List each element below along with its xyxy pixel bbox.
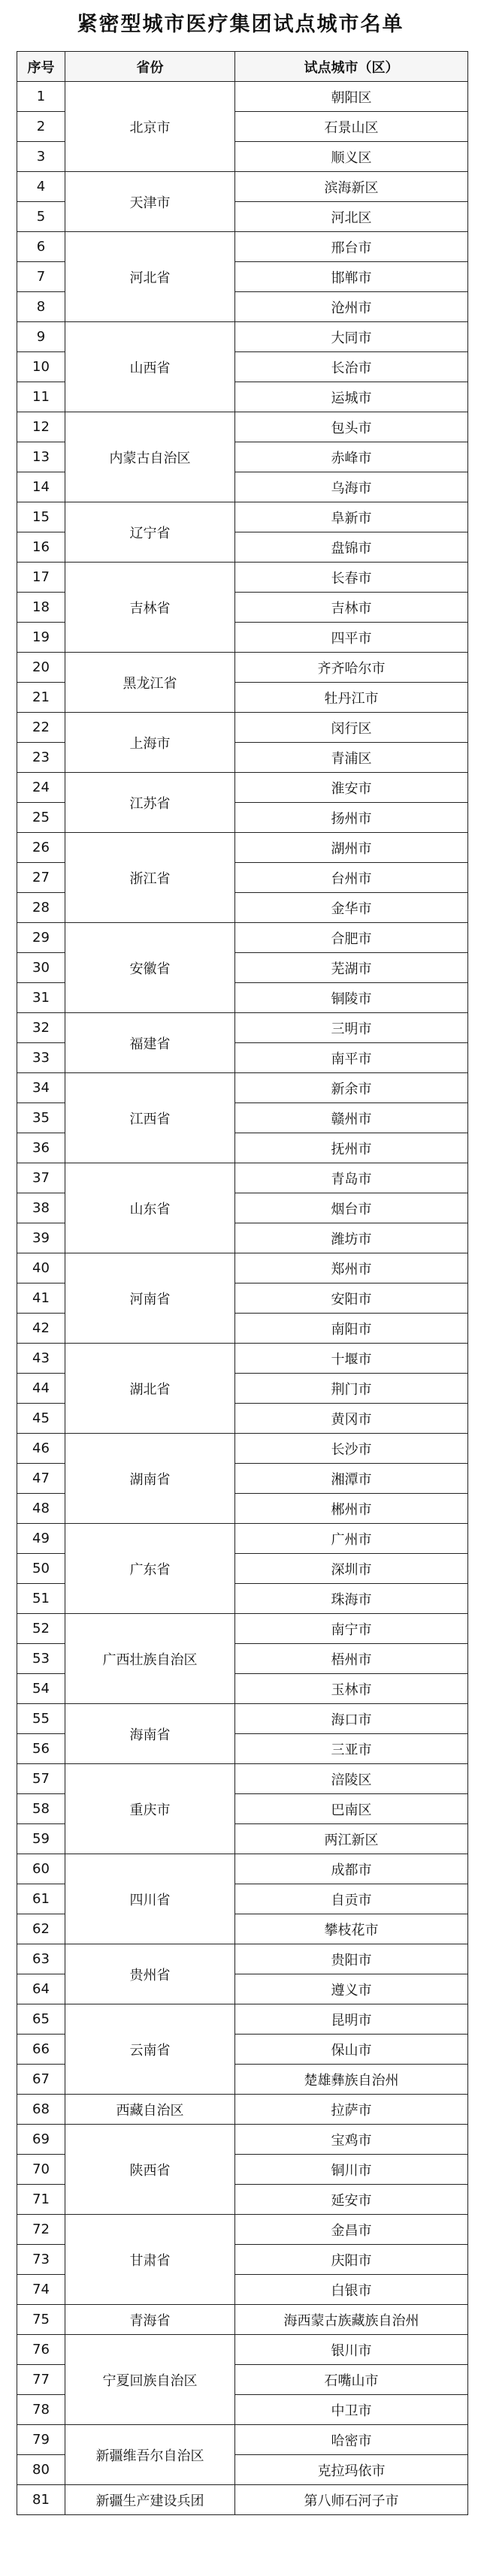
row-serial-number: 27 bbox=[17, 863, 65, 893]
pilot-city-cell: 长春市 bbox=[235, 563, 468, 593]
province-cell: 上海市 bbox=[65, 713, 235, 773]
pilot-city-cell: 牡丹江市 bbox=[235, 683, 468, 713]
pilot-city-cell: 顺义区 bbox=[235, 142, 468, 172]
pilot-city-cell: 长沙市 bbox=[235, 1434, 468, 1464]
row-serial-number: 32 bbox=[17, 1013, 65, 1043]
row-serial-number: 42 bbox=[17, 1314, 65, 1344]
province-cell: 山东省 bbox=[65, 1163, 235, 1253]
row-serial-number: 67 bbox=[17, 2065, 65, 2095]
header-serial-number: 序号 bbox=[17, 52, 65, 82]
row-serial-number: 40 bbox=[17, 1253, 65, 1283]
row-serial-number: 37 bbox=[17, 1163, 65, 1193]
row-serial-number: 71 bbox=[17, 2185, 65, 2215]
pilot-city-cell: 石嘴山市 bbox=[235, 2365, 468, 2395]
row-serial-number: 65 bbox=[17, 2004, 65, 2035]
province-cell: 辽宁省 bbox=[65, 502, 235, 563]
pilot-city-cell: 盘锦市 bbox=[235, 532, 468, 563]
pilot-city-cell: 梧州市 bbox=[235, 1644, 468, 1674]
row-serial-number: 52 bbox=[17, 1614, 65, 1644]
pilot-city-cell: 赣州市 bbox=[235, 1103, 468, 1133]
table-row bbox=[17, 232, 468, 262]
table-row bbox=[17, 322, 468, 352]
row-serial-number: 38 bbox=[17, 1193, 65, 1223]
table-row bbox=[17, 833, 468, 863]
table-row bbox=[17, 713, 468, 743]
row-serial-number: 55 bbox=[17, 1704, 65, 1734]
row-serial-number: 69 bbox=[17, 2125, 65, 2155]
pilot-city-cell: 白银市 bbox=[235, 2275, 468, 2305]
pilot-city-cell: 珠海市 bbox=[235, 1584, 468, 1614]
table-row bbox=[17, 653, 468, 683]
row-serial-number: 43 bbox=[17, 1344, 65, 1374]
province-cell: 广东省 bbox=[65, 1524, 235, 1614]
table-row bbox=[17, 2125, 468, 2155]
pilot-city-cell: 黄冈市 bbox=[235, 1404, 468, 1434]
row-serial-number: 44 bbox=[17, 1374, 65, 1404]
pilot-city-cell: 安阳市 bbox=[235, 1283, 468, 1314]
pilot-city-cell: 保山市 bbox=[235, 2035, 468, 2065]
table-body bbox=[17, 82, 468, 2515]
province-cell: 陕西省 bbox=[65, 2125, 235, 2215]
row-serial-number: 75 bbox=[17, 2305, 65, 2335]
row-serial-number: 18 bbox=[17, 593, 65, 623]
row-serial-number: 76 bbox=[17, 2335, 65, 2365]
pilot-city-cell: 郴州市 bbox=[235, 1494, 468, 1524]
pilot-city-cell: 合肥市 bbox=[235, 923, 468, 953]
table-row bbox=[17, 82, 468, 112]
row-serial-number: 17 bbox=[17, 563, 65, 593]
pilot-city-cell: 南阳市 bbox=[235, 1314, 468, 1344]
row-serial-number: 74 bbox=[17, 2275, 65, 2305]
pilot-city-cell: 邢台市 bbox=[235, 232, 468, 262]
pilot-city-cell: 吉林市 bbox=[235, 593, 468, 623]
province-cell: 湖南省 bbox=[65, 1434, 235, 1524]
row-serial-number: 68 bbox=[17, 2095, 65, 2125]
row-serial-number: 59 bbox=[17, 1824, 65, 1854]
pilot-city-cell: 湘潭市 bbox=[235, 1464, 468, 1494]
pilot-city-cell: 金华市 bbox=[235, 893, 468, 923]
province-cell: 内蒙古自治区 bbox=[65, 412, 235, 502]
pilot-city-cell: 两江新区 bbox=[235, 1824, 468, 1854]
row-serial-number: 51 bbox=[17, 1584, 65, 1614]
pilot-city-cell: 南平市 bbox=[235, 1043, 468, 1073]
row-serial-number: 30 bbox=[17, 953, 65, 983]
row-serial-number: 56 bbox=[17, 1734, 65, 1764]
row-serial-number: 53 bbox=[17, 1644, 65, 1674]
pilot-city-cell: 十堰市 bbox=[235, 1344, 468, 1374]
table-header-row bbox=[17, 52, 468, 82]
pilot-city-cell: 齐齐哈尔市 bbox=[235, 653, 468, 683]
pilot-city-cell: 台州市 bbox=[235, 863, 468, 893]
table-row bbox=[17, 2425, 468, 2455]
row-serial-number: 39 bbox=[17, 1223, 65, 1253]
table-row bbox=[17, 1013, 468, 1043]
table-row bbox=[17, 2335, 468, 2365]
pilot-city-cell: 四平市 bbox=[235, 623, 468, 653]
row-serial-number: 50 bbox=[17, 1554, 65, 1584]
pilot-city-cell: 邯郸市 bbox=[235, 262, 468, 292]
province-cell: 山西省 bbox=[65, 322, 235, 412]
table-row bbox=[17, 1614, 468, 1644]
province-cell: 河北省 bbox=[65, 232, 235, 322]
pilot-city-cell: 海西蒙古族藏族自治州 bbox=[235, 2305, 468, 2335]
row-serial-number: 3 bbox=[17, 142, 65, 172]
row-serial-number: 49 bbox=[17, 1524, 65, 1554]
province-cell: 青海省 bbox=[65, 2305, 235, 2335]
pilot-city-cell: 包头市 bbox=[235, 412, 468, 442]
pilot-city-cell: 遵义市 bbox=[235, 1974, 468, 2004]
province-cell: 海南省 bbox=[65, 1704, 235, 1764]
row-serial-number: 60 bbox=[17, 1854, 65, 1884]
row-serial-number: 26 bbox=[17, 833, 65, 863]
province-cell: 福建省 bbox=[65, 1013, 235, 1073]
table-row bbox=[17, 1944, 468, 1974]
table-row bbox=[17, 1253, 468, 1283]
pilot-city-cell: 青岛市 bbox=[235, 1163, 468, 1193]
pilot-city-cell: 淮安市 bbox=[235, 773, 468, 803]
province-cell: 新疆生产建设兵团 bbox=[65, 2485, 235, 2515]
table-row bbox=[17, 2305, 468, 2335]
pilot-city-cell: 荆门市 bbox=[235, 1374, 468, 1404]
pilot-city-cell: 昆明市 bbox=[235, 2004, 468, 2035]
page-title: 紧密型城市医疗集团试点城市名单 bbox=[77, 13, 404, 36]
province-cell: 贵州省 bbox=[65, 1944, 235, 2004]
pilot-city-cell: 南宁市 bbox=[235, 1614, 468, 1644]
table-row bbox=[17, 2485, 468, 2515]
pilot-city-cell: 阜新市 bbox=[235, 502, 468, 532]
pilot-city-cell: 金昌市 bbox=[235, 2215, 468, 2245]
row-serial-number: 78 bbox=[17, 2395, 65, 2425]
row-serial-number: 12 bbox=[17, 412, 65, 442]
pilot-city-cell: 第八师石河子市 bbox=[235, 2485, 468, 2515]
row-serial-number: 63 bbox=[17, 1944, 65, 1974]
row-serial-number: 80 bbox=[17, 2455, 65, 2485]
pilot-city-cell: 新余市 bbox=[235, 1073, 468, 1103]
table-row bbox=[17, 1524, 468, 1554]
pilot-city-cell: 运城市 bbox=[235, 382, 468, 412]
pilot-city-cell: 大同市 bbox=[235, 322, 468, 352]
row-serial-number: 14 bbox=[17, 472, 65, 502]
row-serial-number: 2 bbox=[17, 112, 65, 142]
table-row bbox=[17, 563, 468, 593]
province-cell: 云南省 bbox=[65, 2004, 235, 2095]
table-row bbox=[17, 923, 468, 953]
row-serial-number: 9 bbox=[17, 322, 65, 352]
pilot-city-cell: 烟台市 bbox=[235, 1193, 468, 1223]
row-serial-number: 4 bbox=[17, 172, 65, 202]
province-cell: 北京市 bbox=[65, 82, 235, 172]
row-serial-number: 7 bbox=[17, 262, 65, 292]
table-row bbox=[17, 412, 468, 442]
table-row bbox=[17, 1073, 468, 1103]
pilot-city-cell: 石景山区 bbox=[235, 112, 468, 142]
pilot-city-cell: 哈密市 bbox=[235, 2425, 468, 2455]
row-serial-number: 25 bbox=[17, 803, 65, 833]
province-cell: 广西壮族自治区 bbox=[65, 1614, 235, 1704]
row-serial-number: 70 bbox=[17, 2155, 65, 2185]
pilot-city-cell: 巴南区 bbox=[235, 1794, 468, 1824]
row-serial-number: 73 bbox=[17, 2245, 65, 2275]
row-serial-number: 24 bbox=[17, 773, 65, 803]
province-cell: 黑龙江省 bbox=[65, 653, 235, 713]
row-serial-number: 47 bbox=[17, 1464, 65, 1494]
pilot-city-table bbox=[17, 51, 468, 2515]
row-serial-number: 35 bbox=[17, 1103, 65, 1133]
row-serial-number: 77 bbox=[17, 2365, 65, 2395]
row-serial-number: 57 bbox=[17, 1764, 65, 1794]
row-serial-number: 31 bbox=[17, 983, 65, 1013]
table-row bbox=[17, 172, 468, 202]
row-serial-number: 36 bbox=[17, 1133, 65, 1163]
pilot-city-cell: 攀枝花市 bbox=[235, 1914, 468, 1944]
pilot-city-cell: 赤峰市 bbox=[235, 442, 468, 472]
pilot-city-cell: 青浦区 bbox=[235, 743, 468, 773]
province-cell: 重庆市 bbox=[65, 1764, 235, 1854]
pilot-city-cell: 海口市 bbox=[235, 1704, 468, 1734]
province-cell: 吉林省 bbox=[65, 563, 235, 653]
pilot-city-cell: 铜陵市 bbox=[235, 983, 468, 1013]
row-serial-number: 64 bbox=[17, 1974, 65, 2004]
row-serial-number: 20 bbox=[17, 653, 65, 683]
table-row bbox=[17, 1344, 468, 1374]
pilot-city-cell: 宝鸡市 bbox=[235, 2125, 468, 2155]
row-serial-number: 29 bbox=[17, 923, 65, 953]
row-serial-number: 33 bbox=[17, 1043, 65, 1073]
row-serial-number: 5 bbox=[17, 202, 65, 232]
table-row bbox=[17, 1704, 468, 1734]
row-serial-number: 34 bbox=[17, 1073, 65, 1103]
row-serial-number: 28 bbox=[17, 893, 65, 923]
pilot-city-cell: 沧州市 bbox=[235, 292, 468, 322]
row-serial-number: 10 bbox=[17, 352, 65, 382]
province-cell: 西藏自治区 bbox=[65, 2095, 235, 2125]
pilot-city-cell: 克拉玛依市 bbox=[235, 2455, 468, 2485]
row-serial-number: 58 bbox=[17, 1794, 65, 1824]
row-serial-number: 1 bbox=[17, 82, 65, 112]
row-serial-number: 48 bbox=[17, 1494, 65, 1524]
province-cell: 甘肃省 bbox=[65, 2215, 235, 2305]
table-row bbox=[17, 2095, 468, 2125]
pilot-city-cell: 朝阳区 bbox=[235, 82, 468, 112]
province-cell: 湖北省 bbox=[65, 1344, 235, 1434]
table-row bbox=[17, 773, 468, 803]
header-province: 省份 bbox=[65, 52, 235, 82]
row-serial-number: 11 bbox=[17, 382, 65, 412]
province-cell: 四川省 bbox=[65, 1854, 235, 1944]
pilot-city-cell: 闵行区 bbox=[235, 713, 468, 743]
row-serial-number: 81 bbox=[17, 2485, 65, 2515]
province-cell: 安徽省 bbox=[65, 923, 235, 1013]
pilot-city-cell: 乌海市 bbox=[235, 472, 468, 502]
pilot-city-cell: 铜川市 bbox=[235, 2155, 468, 2185]
pilot-city-cell: 湖州市 bbox=[235, 833, 468, 863]
pilot-city-cell: 滨海新区 bbox=[235, 172, 468, 202]
row-serial-number: 15 bbox=[17, 502, 65, 532]
pilot-city-cell: 银川市 bbox=[235, 2335, 468, 2365]
row-serial-number: 23 bbox=[17, 743, 65, 773]
row-serial-number: 62 bbox=[17, 1914, 65, 1944]
pilot-city-cell: 芜湖市 bbox=[235, 953, 468, 983]
row-serial-number: 54 bbox=[17, 1674, 65, 1704]
row-serial-number: 72 bbox=[17, 2215, 65, 2245]
table-row bbox=[17, 2004, 468, 2035]
row-serial-number: 61 bbox=[17, 1884, 65, 1914]
row-serial-number: 8 bbox=[17, 292, 65, 322]
row-serial-number: 79 bbox=[17, 2425, 65, 2455]
pilot-city-cell: 河北区 bbox=[235, 202, 468, 232]
row-serial-number: 41 bbox=[17, 1283, 65, 1314]
pilot-city-cell: 拉萨市 bbox=[235, 2095, 468, 2125]
province-cell: 天津市 bbox=[65, 172, 235, 232]
pilot-city-cell: 楚雄彝族自治州 bbox=[235, 2065, 468, 2095]
pilot-city-cell: 成都市 bbox=[235, 1854, 468, 1884]
province-cell: 新疆维吾尔自治区 bbox=[65, 2425, 235, 2485]
table-row bbox=[17, 502, 468, 532]
row-serial-number: 45 bbox=[17, 1404, 65, 1434]
province-cell: 江苏省 bbox=[65, 773, 235, 833]
pilot-city-cell: 延安市 bbox=[235, 2185, 468, 2215]
pilot-city-cell: 涪陵区 bbox=[235, 1764, 468, 1794]
pilot-city-cell: 三明市 bbox=[235, 1013, 468, 1043]
pilot-city-cell: 中卫市 bbox=[235, 2395, 468, 2425]
row-serial-number: 19 bbox=[17, 623, 65, 653]
pilot-city-cell: 三亚市 bbox=[235, 1734, 468, 1764]
pilot-city-cell: 潍坊市 bbox=[235, 1223, 468, 1253]
row-serial-number: 66 bbox=[17, 2035, 65, 2065]
pilot-city-cell: 扬州市 bbox=[235, 803, 468, 833]
pilot-city-cell: 庆阳市 bbox=[235, 2245, 468, 2275]
table-row bbox=[17, 1854, 468, 1884]
row-serial-number: 16 bbox=[17, 532, 65, 563]
row-serial-number: 6 bbox=[17, 232, 65, 262]
pilot-city-cell: 贵阳市 bbox=[235, 1944, 468, 1974]
pilot-city-cell: 广州市 bbox=[235, 1524, 468, 1554]
table-row bbox=[17, 1434, 468, 1464]
province-cell: 河南省 bbox=[65, 1253, 235, 1344]
row-serial-number: 13 bbox=[17, 442, 65, 472]
row-serial-number: 21 bbox=[17, 683, 65, 713]
row-serial-number: 46 bbox=[17, 1434, 65, 1464]
pilot-city-cell: 深圳市 bbox=[235, 1554, 468, 1584]
pilot-city-cell: 郑州市 bbox=[235, 1253, 468, 1283]
table-row bbox=[17, 1163, 468, 1193]
table-row bbox=[17, 1764, 468, 1794]
pilot-city-cell: 长治市 bbox=[235, 352, 468, 382]
header-pilot-city: 试点城市（区） bbox=[235, 52, 468, 82]
pilot-city-cell: 玉林市 bbox=[235, 1674, 468, 1704]
province-cell: 江西省 bbox=[65, 1073, 235, 1163]
pilot-city-cell: 自贡市 bbox=[235, 1884, 468, 1914]
table-row bbox=[17, 2215, 468, 2245]
province-cell: 宁夏回族自治区 bbox=[65, 2335, 235, 2425]
pilot-city-cell: 抚州市 bbox=[235, 1133, 468, 1163]
province-cell: 浙江省 bbox=[65, 833, 235, 923]
row-serial-number: 22 bbox=[17, 713, 65, 743]
